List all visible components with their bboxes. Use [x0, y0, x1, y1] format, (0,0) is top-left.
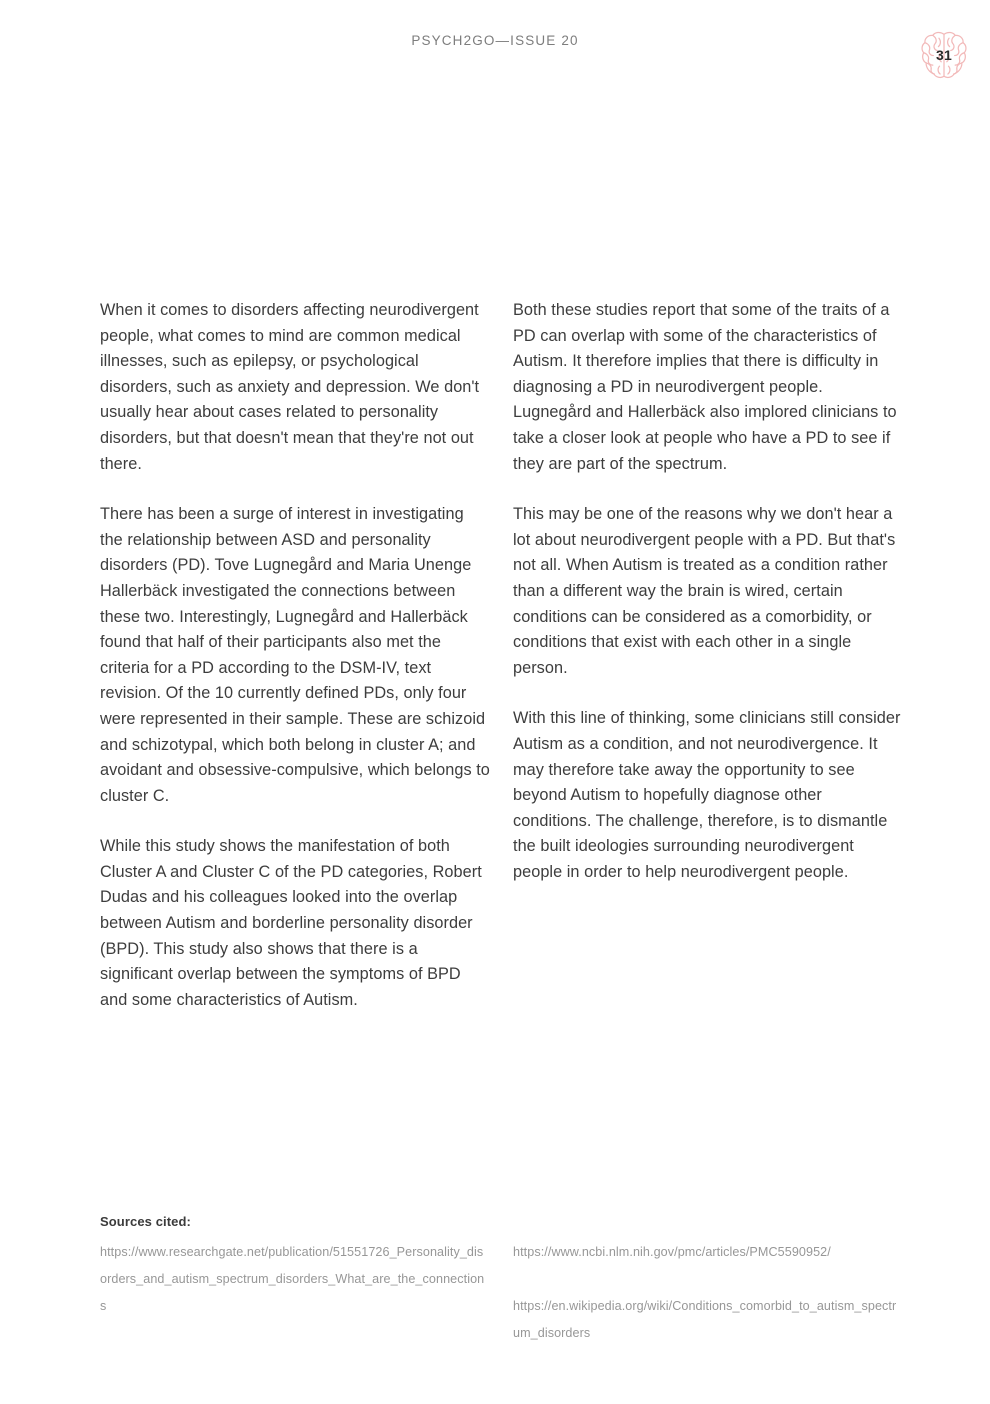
running-header: [0, 32, 990, 56]
right-column: [513, 298, 903, 1013]
paragraph: When it comes to disorders affecting neurodivergent people, what comes to mind are common medical illnesses, such as epilepsy, or psychological disorders, such as anxiety and depression. We don't usually hear about cases related to personality disorders, but that doesn't mean that they're not out there.: [100, 301, 480, 473]
sources-left-column: [100, 1208, 490, 1347]
issue-label: PSYCH2GO—ISSUE 20: [411, 33, 579, 48]
source-url[interactable]: https://en.wikipedia.org/wiki/Conditions_comorbid_to_autism_spectrum_disorders: [513, 1299, 897, 1340]
paragraph: With this line of thinking, some clinicians still consider Autism as a condition, and not neurodivergence. It may therefore take away the opportunity to see beyond Autism to hopefully diagnose other conditions. The challenge, therefore, is to dismantle the built ideologies surrounding neurodivergent people in order to help neurodivergent people.: [513, 709, 901, 881]
paragraph: While this study shows the manifestation of both Cluster A and Cluster C of the PD categories, Robert Dudas and his colleagues looked into the overlap between Autism and borderline personality disorder (BPD). This study also shows that there is a significant overlap between the symptoms of BPD and some characteristics of Autism.: [100, 837, 482, 1009]
sources-title: Sources cited:: [100, 1214, 191, 1229]
page-number-badge: [916, 27, 972, 83]
left-column: [100, 298, 490, 1013]
paragraph: Both these studies report that some of the traits of a PD can overlap with some of the characteristics of Autism. It therefore implies that there is difficulty in diagnosing a PD in neurodivergent people. Lugnegård and Hallerbäck also implored clinicians to take a closer look at people who have a PD to see if they are part of the spectrum.: [513, 301, 897, 473]
article-body: [100, 298, 900, 1013]
page-number: 31: [936, 47, 952, 63]
source-url[interactable]: https://www.researchgate.net/publication/51551726_Personality_disorders_and_autism_spectrum_disorders_What_are_the_connections: [100, 1245, 485, 1313]
sources-right-column: [513, 1208, 903, 1347]
sources-section: [100, 1208, 900, 1347]
paragraph: This may be one of the reasons why we don't hear a lot about neurodivergent people with a PD. But that's not all. When Autism is treated as a condition rather than a different way the brain is wired, certain conditions can be considered as a comorbidity, or conditions that exist with each other in a single person.: [513, 505, 896, 677]
paragraph: There has been a surge of interest in investigating the relationship between ASD and personality disorders (PD). Tove Lugnegård and Maria Unenge Hallerbäck investigated the connections between these two. Interestingly, Lugnegård and Hallerbäck found that half of their participants also met the criteria for a PD according to the DSM-IV, text revision. Of the 10 currently defined PDs, only four were represented in their sample. These are schizoid and schizotypal, which both belong in cluster A; and avoidant and obsessive-compulsive, which belongs to cluster C.: [100, 505, 490, 805]
source-url[interactable]: https://www.ncbi.nlm.nih.gov/pmc/articles/PMC5590952/: [513, 1245, 831, 1259]
